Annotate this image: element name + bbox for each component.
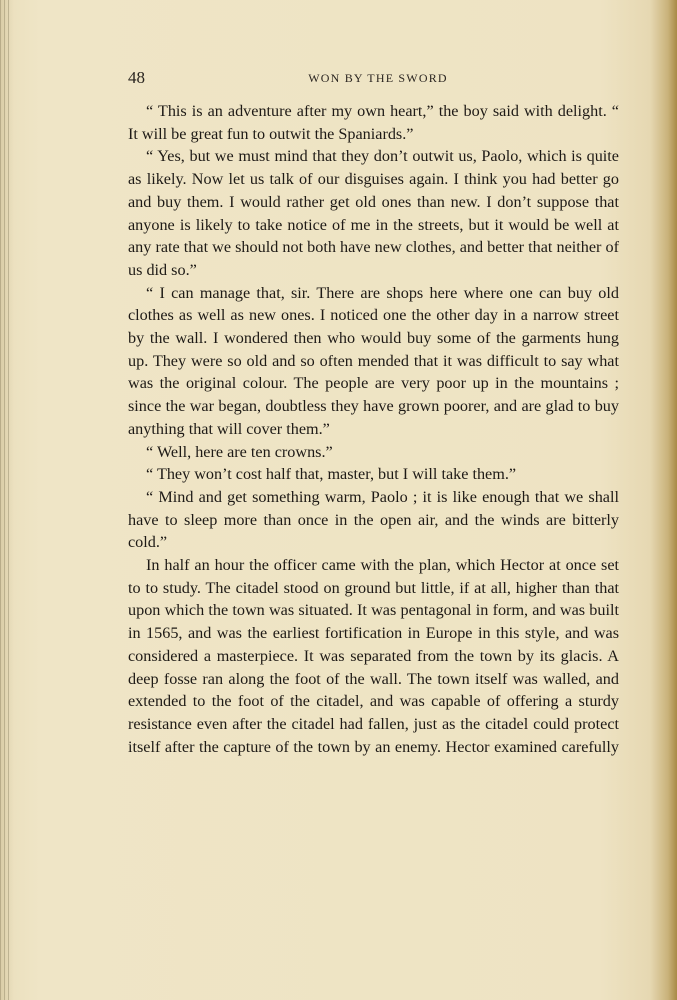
paragraph: “ Well, here are ten crowns.” xyxy=(146,442,333,461)
paragraph: “ I can manage that, sir. There are shops here where one can buy old clothes as well as new ones. I noticed one the other day in a narrow street by the wall. I wondered then who would buy some of the garments hung up. They were so old and so often mended that it was difficult to say what was the original colour. The people are very poor up in the mountains ; since the war began, doubtless they have grown poorer, and are glad to buy anything that will cover them.” xyxy=(128,283,619,438)
paragraph: “ This is an adventure after my own heart,” the boy said with delight. “ It will be great fun to outwit the Spaniards.” xyxy=(128,102,619,143)
paragraph: “ They won’t cost half that, master, but I will take them.” xyxy=(146,465,517,484)
book-title: WON BY THE SWORD xyxy=(308,71,448,85)
page-number: 48 xyxy=(128,68,145,87)
binding-gutter xyxy=(0,0,12,1000)
paragraph: In half an hour the officer came with the plan, which Hector at once set to to study. The citadel stood on ground but little, if at all, higher than that upon which the town was situated. It was pentagonal in form, and was built in 1565, and was the earliest fortification in Europe in this style, and was considered a masterpiece. It was separated from the town by its glacis. A deep fosse ran along the foot of the wall. The town itself was walled, and extended to the foot of the citadel, and was capable of offering a sturdy resistance even after the citadel had fallen, just as the citadel could protect itself after the capture of the town by an enemy. Hector examined carefully xyxy=(128,556,619,756)
paragraph: “ Yes, but we must mind that they don’t outwit us, Paolo, which is quite as likely. Now let us talk of our disguises again. I think you had better go and buy them. I would rather get old ones than new. I don’t suppose that anyone is likely to take notice of me in the streets, but it would be well at any rate that we should not both have new clothes, and better that neither of us did so.” xyxy=(128,147,619,279)
text-body xyxy=(128,100,619,758)
paragraph: “ Mind and get something warm, Paolo ; it is like enough that we shall have to sleep more than once in the open air, and the winds are bitterly cold.” xyxy=(128,487,619,552)
running-head xyxy=(128,68,618,88)
